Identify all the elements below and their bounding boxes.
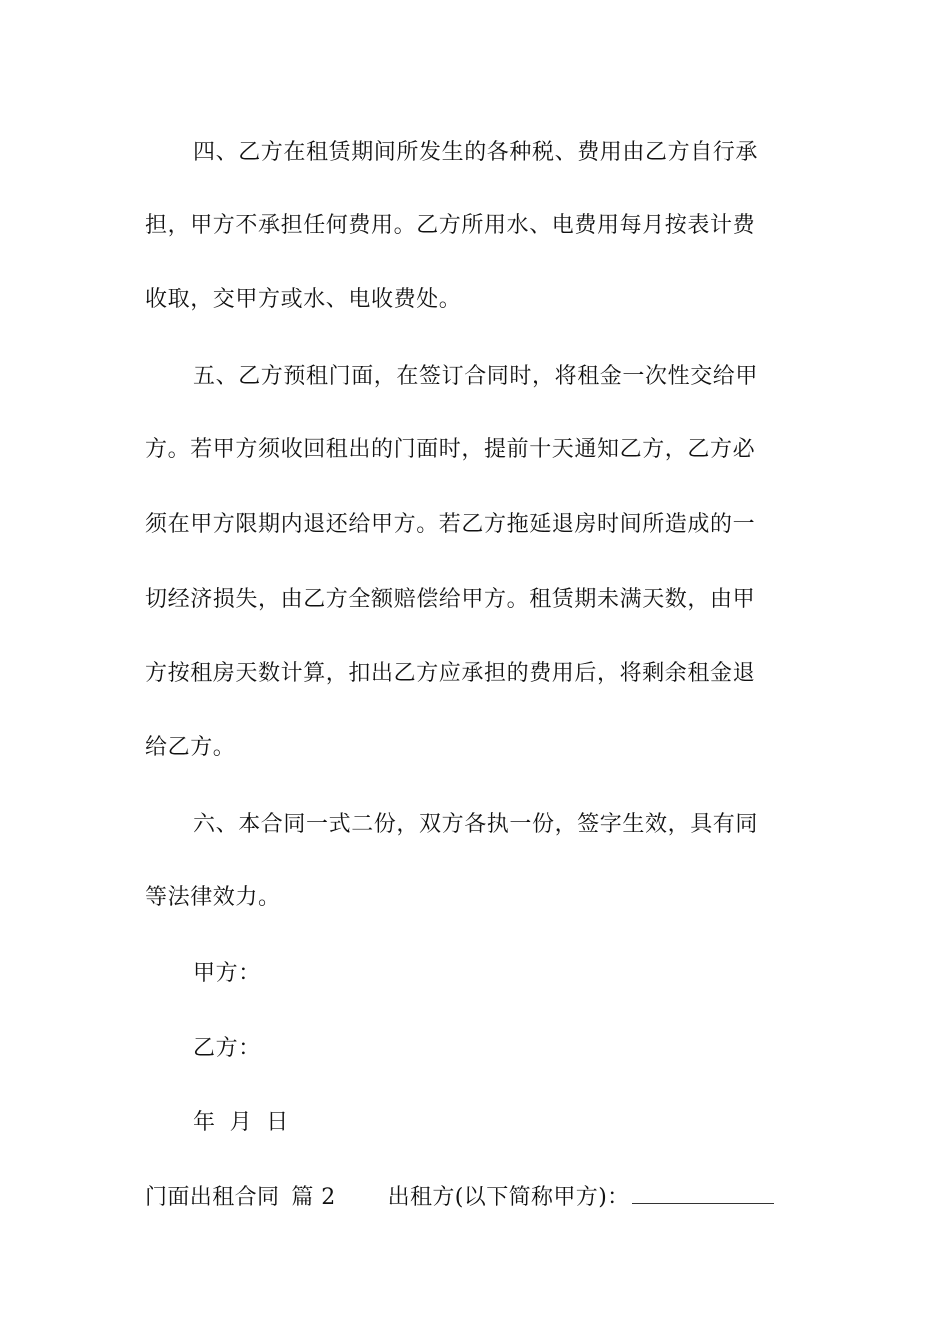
clause4-line-2: 担，甲方不承担任何费用。乙方所用水、电费用每月按表计费 xyxy=(145,213,756,238)
date-month: 月 xyxy=(229,1110,253,1135)
clause5-line-2: 方。若甲方须收回租出的门面时，提前十天通知乙方，乙方必 xyxy=(145,437,756,462)
date-year: 年 xyxy=(193,1110,216,1135)
date-row xyxy=(193,1108,289,1138)
party-a-signature-label: 甲方： xyxy=(193,961,261,986)
next-contract-part: 篇 2 xyxy=(291,1185,336,1210)
lessor-blank-line xyxy=(632,1181,774,1204)
clause5-line-5: 方按租房天数计算，扣出乙方应承担的费用后，将剩余租金退 xyxy=(145,661,756,686)
clause6-line-2: 等法律效力。 xyxy=(145,885,281,910)
clause4-line-3: 收取，交甲方或水、电收费处。 xyxy=(145,287,462,312)
next-contract-row xyxy=(145,1181,774,1213)
clause6-line-1: 六、本合同一式二份，双方各执一份，签字生效，具有同 xyxy=(193,812,759,837)
clause5-line-1: 五、乙方预租门面，在签订合同时，将租金一次性交给甲 xyxy=(193,364,759,389)
clause5-line-4: 切经济损失，由乙方全额赔偿给甲方。租赁期未满天数，由甲 xyxy=(145,587,756,612)
lessor-label: 出租方(以下简称甲方)： xyxy=(387,1185,630,1210)
party-b-signature-label: 乙方： xyxy=(193,1036,261,1061)
clause5-line-6: 给乙方。 xyxy=(145,735,236,760)
next-contract-title: 门面出租合同 xyxy=(145,1185,280,1210)
clause4-line-1: 四、乙方在租赁期间所发生的各种税、费用由乙方自行承 xyxy=(193,140,759,165)
date-day: 日 xyxy=(266,1110,289,1135)
clause5-line-3: 须在甲方限期内退还给甲方。若乙方拖延退房时间所造成的一 xyxy=(145,512,756,537)
